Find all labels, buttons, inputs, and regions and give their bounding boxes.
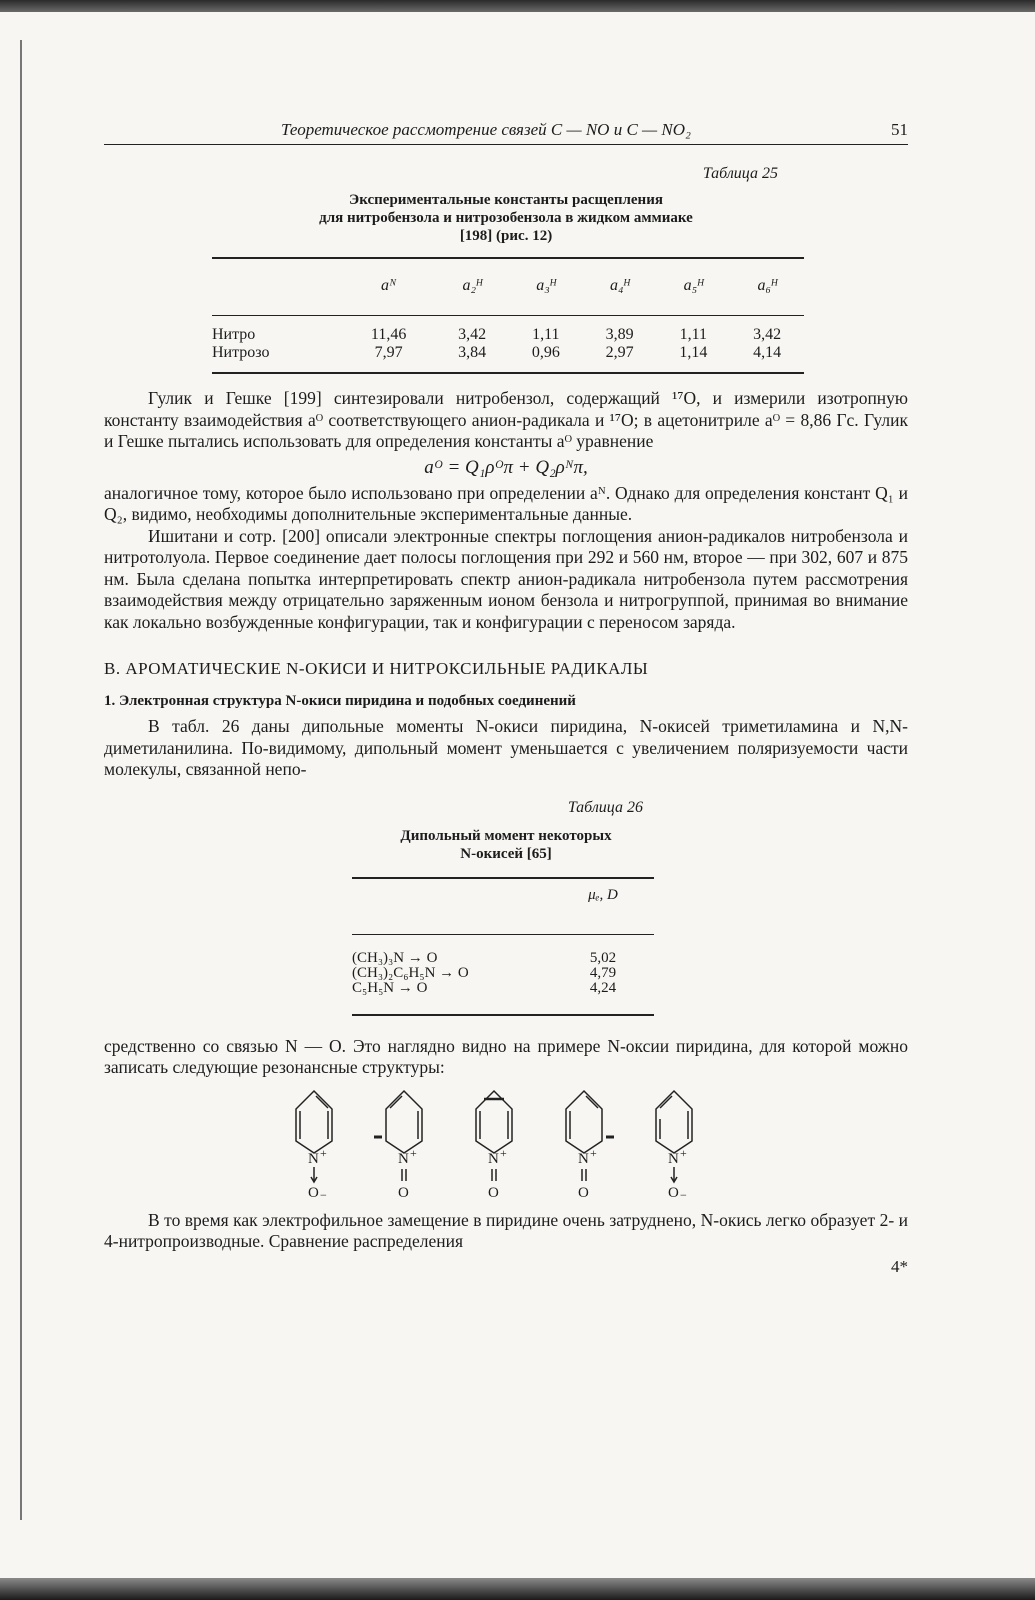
table25-title-line: для нитробензола и нитрозобензола в жидком аммиаке bbox=[319, 210, 693, 226]
table-row bbox=[352, 981, 654, 1015]
oxygen-label: O bbox=[308, 1184, 319, 1199]
table26 bbox=[352, 877, 654, 1016]
table-cell: 3,42 bbox=[753, 326, 782, 343]
table26-col-header: μₑ, D bbox=[588, 886, 618, 903]
paragraph: Гулик и Гешке [199] синтезировали нитробензол, содержащий ¹⁷O, и измерили изотропную константу взаимодействия aᴼ соответствующего анион-радикала и ¹⁷O; в ацетонитриле aᴼ = 8,86 Гс. Гулик и Гешке пытались использовать для определения константы aᴼ уравнение bbox=[104, 388, 908, 451]
section-heading: В. АРОМАТИЧЕСКИЕ N-ОКИСИ И НИТРОКСИЛЬНЫЕ РАДИКАЛЫ bbox=[104, 659, 649, 678]
row-label: (CH₃)₃N → O bbox=[352, 949, 438, 966]
table25-col-header: a₃ᴴ bbox=[536, 277, 556, 294]
table-cell: 5,02 bbox=[589, 949, 617, 966]
resonance-structure-5 bbox=[656, 1091, 692, 1182]
nitrogen-label: N bbox=[488, 1150, 499, 1167]
paragraph: В то время как электрофильное замещение в пиридине очень затруднено, N-окись легко образует 2- и 4-нитропроизводные. Сравнение распределения bbox=[104, 1209, 908, 1251]
paragraph: В табл. 26 даны дипольные моменты N-окиси пиридина, N-окисей триметиламина и N,N-диметиланилина. По-видимому, дипольный момент уменьшается с увеличением поляризуемости части молекулы, связанной непо- bbox=[104, 716, 908, 779]
table25-title-line: [198] (рис. 12) bbox=[459, 228, 553, 244]
subsection-heading: 1. Электронная структура N-окиси пиридина и подобных соединений bbox=[104, 693, 576, 709]
table-cell: 1,14 bbox=[656, 344, 730, 373]
charge-plus: + bbox=[590, 1145, 597, 1160]
table25-header-row bbox=[212, 258, 804, 316]
table25-col-header: a₆ᴴ bbox=[757, 277, 777, 294]
charge-minus: − bbox=[320, 1187, 327, 1199]
nitrogen-label: N bbox=[308, 1150, 319, 1167]
scan-bottom-edge bbox=[0, 1578, 1035, 1600]
signature-mark: 4* bbox=[891, 1256, 908, 1276]
table-cell: 7,97 bbox=[342, 344, 435, 373]
charge-plus: + bbox=[680, 1145, 687, 1160]
resonance-structure-1 bbox=[296, 1091, 332, 1182]
table26-title-line: Дипольный момент некоторых bbox=[400, 827, 612, 844]
table-cell: 11,46 bbox=[370, 326, 407, 343]
running-title: Теоретическое рассмотрение связей C — NO и C — NO₂ bbox=[281, 120, 691, 139]
table25-col-header: a₂ᴴ bbox=[462, 277, 482, 294]
table-cell: 2,97 bbox=[583, 344, 657, 373]
table26-corner bbox=[352, 878, 552, 935]
scan-left-edge bbox=[20, 40, 22, 1520]
table26-caption: Таблица 26 bbox=[567, 798, 643, 816]
table26-title bbox=[104, 827, 908, 863]
scan-top-edge bbox=[0, 0, 1035, 12]
table-cell: 3,84 bbox=[435, 344, 509, 373]
table-row bbox=[352, 934, 654, 966]
table26-title-line: N-окисей [65] bbox=[460, 845, 552, 862]
resonance-structure-2 bbox=[374, 1091, 422, 1181]
running-header bbox=[104, 120, 908, 145]
table-row bbox=[352, 966, 654, 981]
row-label: C₅H₅N → O bbox=[352, 981, 552, 1015]
table25-title bbox=[104, 191, 908, 245]
table25-col-header: a₄ᴴ bbox=[609, 277, 630, 294]
charge-plus: + bbox=[410, 1145, 417, 1160]
oxygen-label: O bbox=[398, 1184, 409, 1199]
document-page bbox=[104, 120, 908, 1277]
nitrogen-label: N bbox=[668, 1150, 679, 1167]
table25-col-header: a₅ᴴ bbox=[683, 277, 703, 294]
table25-corner bbox=[212, 258, 342, 316]
table25 bbox=[212, 257, 804, 374]
table-cell: 4,14 bbox=[730, 344, 804, 373]
table-cell: 3,42 bbox=[458, 326, 487, 343]
oxygen-label: O bbox=[488, 1184, 499, 1199]
row-label: (CH₃)₂C₆H₅N → O bbox=[352, 964, 469, 981]
resonance-structure-4 bbox=[566, 1091, 614, 1181]
table-row bbox=[212, 344, 804, 373]
nitrogen-label: N bbox=[398, 1150, 409, 1167]
oxygen-label: O bbox=[578, 1184, 589, 1199]
row-label: Нитрозо bbox=[212, 344, 342, 373]
table25-title-line: Экспериментальные константы расщепления bbox=[349, 192, 663, 208]
table-row bbox=[212, 316, 804, 345]
oxygen-label: O bbox=[668, 1184, 679, 1199]
charge-plus: + bbox=[320, 1145, 327, 1160]
page-number: 51 bbox=[891, 120, 908, 139]
charge-plus: + bbox=[500, 1145, 507, 1160]
table-cell: 1,11 bbox=[532, 326, 560, 343]
charge-minus: − bbox=[680, 1187, 687, 1199]
paragraph: Ишитани и сотр. [200] описали электронные спектры поглощения анион-радикалов нитробензола и нитротолуола. Первое соединение дает полосы поглощения при 292 и 560 нм, второе — при 302, 607 и 875 нм. Была сделана попытка интерпретировать спектр анион-радикала нитробензола путем рассмотрения взаимодействия между отрицательно заряженным ионом бензола и нитрогруппой, принимая во внимание как локально возбужденные конфигурации, так и конфигурации с переносом заряда. bbox=[104, 525, 908, 632]
table25-col-header: aᴺ bbox=[380, 277, 397, 294]
table-cell: 0,96 bbox=[509, 344, 583, 373]
paragraph: средственно со связью N — O. Это наглядно видно на примере N-оксии пиридина, для которой можно записать следующие резонансные структуры: bbox=[104, 1035, 908, 1077]
table-cell: 3,89 bbox=[605, 326, 634, 343]
paragraph: аналогичное тому, которое было использовано при определении aᴺ. Однако для определения констант Q₁ и Q₂, видимо, необходимы дополнительные экспериментальные данные. bbox=[104, 482, 908, 524]
equation: aᴼ = Q₁ρᴼπ + Q₂ρᴺπ, bbox=[424, 456, 588, 478]
nitrogen-label: N bbox=[578, 1150, 589, 1167]
row-label: Нитро bbox=[212, 326, 256, 343]
table-cell: 4,24 bbox=[552, 981, 654, 1015]
resonance-structures bbox=[274, 1089, 754, 1199]
table-cell: 1,11 bbox=[679, 326, 708, 343]
resonance-structure-3 bbox=[476, 1091, 512, 1181]
table25-caption: Таблица 25 bbox=[702, 165, 778, 182]
table-cell: 4,79 bbox=[589, 964, 617, 981]
table26-header-row bbox=[352, 878, 654, 935]
